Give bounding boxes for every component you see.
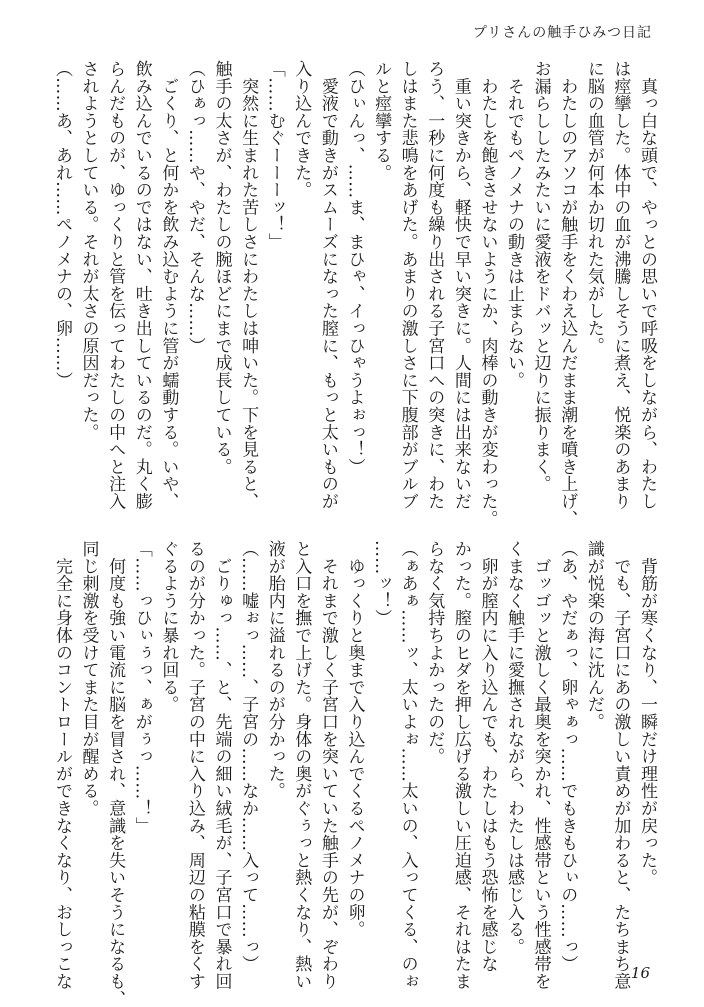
text-line: 完全に身体のコントロールができなくなり、おしっこな [51,540,72,990]
text-line: 「……むぐーーーッ！」 [264,60,285,251]
text-line: ゆっくりと奥まで入り込んでくるペノメナの卵。 [344,540,365,938]
text-line: と入口を撫で上げた。身体の奥がぐぅっと熱くなり、熱い [291,540,312,990]
text-line: （ひぁっ……や、やだ、そんな……） [184,60,205,355]
text-line: くまなく触手に愛撫されながら、わたしは感じ入る。 [504,540,525,956]
text-line: 何度も強い電流に脳を冒され、意識を失いそうになるも、 [105,540,126,1007]
text-line: ろう、一秒に何度も繰り出される子宮口への突きに、わた [424,60,445,510]
text-line: 同じ刺激を受けてまた目が醒める。 [78,540,99,817]
text-line: 背筋が寒くなり、一瞬だけ理性が戻った。 [637,540,657,886]
text-line: （……嘘ぉっ……、子宮の……なか……入って……っ） [238,540,259,973]
text-line: わたしを飽きさせないようにか、肉棒の動きが変わった。 [477,60,498,528]
text-line: ごりゅっ……、と、先端の細い絨毛が、子宮口で暴れ回 [211,540,232,990]
text-line: ルと痙攣する。 [371,60,392,182]
text-line: それまで激しく子宮口を突いていた触手の先が、ぞわり [317,540,338,990]
text-line: 液が胎内に溢れるのが分かった。 [264,540,285,800]
text-line: しはまた悲鳴をあげた。あまりの激しさに下腹部がブルブ [397,60,418,510]
text-line: 突然に生まれた苦しさにわたしは呻いた。下を見ると、 [238,60,259,510]
text-line: かった。膣のヒダを押し広げる激しい圧迫感、それはたま [450,540,471,990]
text-line: 識が悦楽の海に沈んだ。 [583,540,604,731]
text-line: に脳の血管が何本か切れた気がした。 [583,60,604,355]
text-line: お漏らししたみたいに愛液をドバッと辺りに振りまく。 [530,60,551,493]
text-line: ……ッ！） [371,540,392,627]
text-line: （ぁあぁ……ッ、太いよぉ……太いの、入ってくる、のぉ [397,540,418,990]
text-line: ぐるように暴れ回る。 [158,540,179,713]
text-line: 真っ白な頭で、やっとの思いで呼吸をしながら、わたし [637,60,657,510]
text-line: ごくり、と何かを飲み込むように管が蠕動する。いや、 [158,60,179,510]
text-line: わたしのアソコが触手をくわえ込んだまま潮を噴き上げ、 [557,60,578,528]
text-line: ゴッゴッと激しく最奥を突かれ、性感帯という性感帯を [530,540,551,990]
text-block-lower [48,540,660,1007]
text-line: （ひぃんっ、……ま、まひゃ、イっひゃうよぉっ！） [344,60,365,476]
text-line: （あ、やだぁっ、卵ゃぁっ……でもきもひぃの……っ） [557,540,578,973]
text-line: は痙攣した。体中の血が沸騰しそうに煮え、悦楽のあまり [610,60,631,510]
text-line: 飲み込んでいるのではない、吐き出しているのだ。丸く膨 [131,60,152,510]
text-block-upper [48,60,660,528]
text-line: （……あ、あれ……ペノメナの、卵……） [51,60,72,389]
text-line: らなく気持ちよかったのだ。 [424,540,445,765]
text-line: 入り込んできた。 [291,60,312,199]
text-line: でも、子宮口にあの激しい責めが加わると、たちまち意 [610,540,631,990]
text-line: るのが分かった。子宮の中に入り込み、周辺の粘膜をくす [184,540,205,990]
text-line: 「……っひぃぅっ、ぁがぅっ……！」 [131,540,152,835]
page-number: 16 [630,964,650,982]
text-line: 重い突きから、軽快で早い突きに。人間には出来ないだ [450,60,471,510]
text-line: それでもペノメナの動きは止まらない。 [504,60,525,389]
text-line: らんだものが、ゆっくりと管を伝ってわたしの中へと注入 [105,60,126,510]
text-line: 卵が膣内に入り込んでも、わたしはもう恐怖を感じな [477,540,498,973]
text-line: 愛液で動きがスムーズになった膣に、もっと太いものが [317,60,338,510]
text-line: されようとしている。それが太さの原因だった。 [78,60,99,441]
running-header: プリさんの触手ひみつ日記 [472,25,652,41]
text-line: 触手の太さが、わたしの腕ほどにまで成長している。 [211,60,232,476]
